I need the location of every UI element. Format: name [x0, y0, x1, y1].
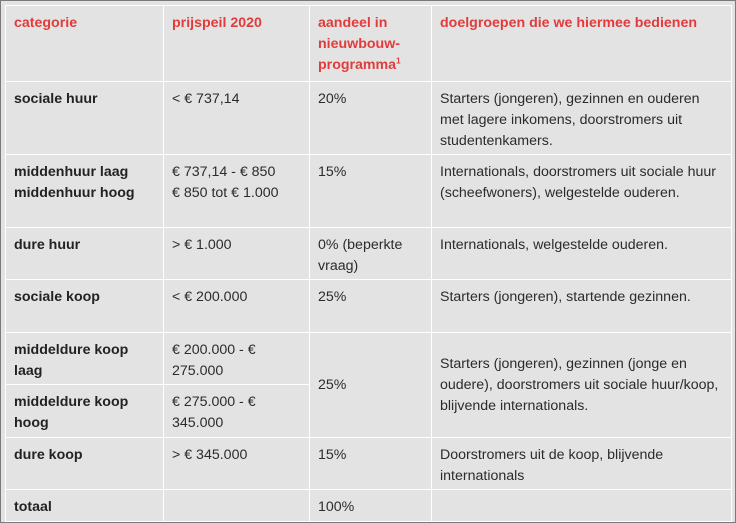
header-prijspeil: prijspeil 2020 [164, 6, 310, 82]
cell-doelgroepen: Internationals, doorstromers uit sociale huur (scheefwoners), welgestelde ouderen. [432, 155, 732, 228]
total-row [6, 490, 732, 522]
table-row [6, 438, 732, 490]
prijs-hoog: € 850 tot € 1.000 [172, 185, 279, 201]
cell-categorie: dure koop [6, 438, 164, 490]
cell-prijs [164, 490, 310, 522]
table-row [6, 228, 732, 280]
cell-prijs: > € 345.000 [164, 438, 310, 490]
header-categorie: categorie [6, 6, 164, 82]
cell-prijs: < € 200.000 [164, 280, 310, 333]
cell-categorie [6, 155, 164, 228]
header-row [6, 6, 732, 82]
cell-doelgroepen: Starters (jongeren), gezinnen (jonge en oudere), doorstromers uit sociale huur/koop, blijvende internationals. [432, 333, 732, 438]
table-row [6, 280, 732, 333]
cell-prijs: > € 1.000 [164, 228, 310, 280]
cell-categorie: middeldure koop hoog [6, 385, 164, 438]
cell-categorie: sociale huur [6, 82, 164, 155]
cell-doelgroepen: Starters (jongeren), gezinnen en ouderen met lagere inkomens, doorstromers uit studentenkamers. [432, 82, 732, 155]
housing-table [5, 5, 732, 522]
cell-categorie: middeldure koop laag [6, 333, 164, 385]
prijs-laag: € 737,14 - € 850 [172, 164, 276, 180]
cell-doelgroepen: Internationals, welgestelde ouderen. [432, 228, 732, 280]
header-doelgroepen: doelgroepen die we hiermee bedienen [432, 6, 732, 82]
categorie-laag: middenhuur laag [14, 164, 129, 180]
cell-aandeel: 100% [310, 490, 432, 522]
cell-categorie: sociale koop [6, 280, 164, 333]
cell-doelgroepen [432, 490, 732, 522]
cell-prijs [164, 155, 310, 228]
table-row [6, 333, 732, 385]
header-aandeel [310, 6, 432, 82]
header-aandeel-line3: programma [318, 57, 397, 73]
cell-prijs: < € 737,14 [164, 82, 310, 155]
cell-doelgroepen: Starters (jongeren), startende gezinnen. [432, 280, 732, 333]
header-aandeel-line1: aandeel in [318, 15, 388, 31]
cell-aandeel: 25% [310, 280, 432, 333]
cell-aandeel: 15% [310, 438, 432, 490]
cell-categorie: dure huur [6, 228, 164, 280]
cell-aandeel: 20% [310, 82, 432, 155]
cell-aandeel: 15% [310, 155, 432, 228]
table-row [6, 82, 732, 155]
header-aandeel-line2: nieuwbouw- [318, 36, 400, 52]
cell-prijs: € 275.000 - € 345.000 [164, 385, 310, 438]
table-row [6, 155, 732, 228]
footnote-marker: 1 [396, 56, 401, 66]
cell-prijs: € 200.000 - € 275.000 [164, 333, 310, 385]
cell-aandeel: 0% (beperkte vraag) [310, 228, 432, 280]
cell-categorie: totaal [6, 490, 164, 522]
cell-doelgroepen: Doorstromers uit de koop, blijvende internationals [432, 438, 732, 490]
categorie-hoog: middenhuur hoog [14, 185, 135, 201]
cell-aandeel: 25% [310, 333, 432, 438]
